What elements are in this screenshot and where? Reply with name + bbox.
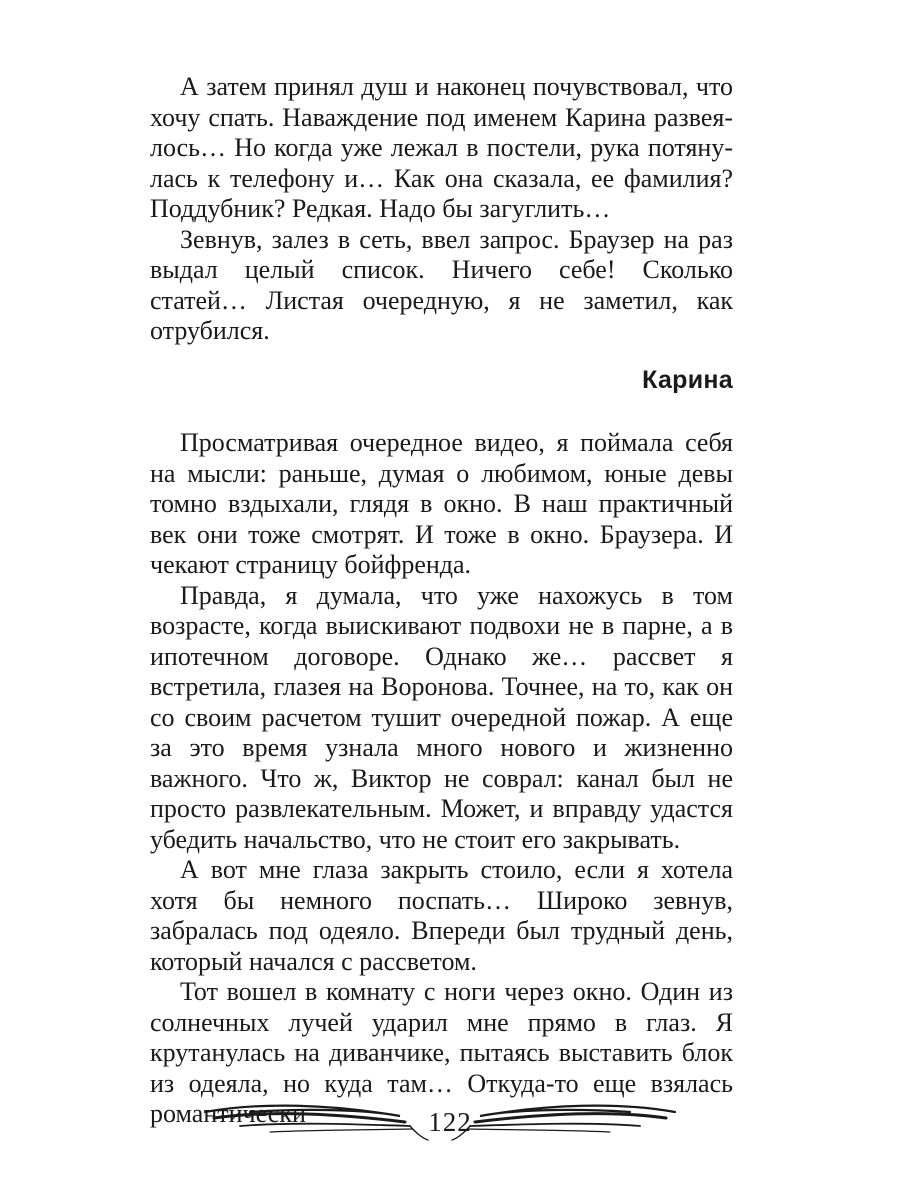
- paragraph: Просматривая очередное видео, я поймала себя на мысли: раньше, думая о любимом, юные девы томно вздыхали, глядя в окно. В наш практичный век они тоже смотрят. И тоже в окно. Браузера. И чекают страницу бойфренда.: [150, 428, 733, 579]
- paragraph: А затем принял душ и наконец почувствовал, что хочу спать. Наваждение под именем Карина развеялось… Но когда уже лежал в постели, рука потянулась к телефону и… Как она сказала, ее фамилия? Поддубник? Редкая. Надо бы загуглить…: [150, 72, 733, 223]
- text-block-before-heading: [150, 72, 733, 347]
- paragraph: Тот вошел в комнату с ноги через окно. Один из солнечных лучей ударил мне прямо в глаз. Я крутанулась на диванчике, пытаясь выставить блок из одеяла, но куда там… Откуда-то еще взялась романтически: [150, 977, 733, 1128]
- paragraph: Правда, я думала, что уже нахожусь в том возрасте, когда выискивают подвохи не в парне, а в ипотечном договоре. Однако же… рассвет я встретила, глазея на Воронова. Точнее, на то, как он со своим расчетом тушит очередной пожар. А еще за это время узнала много нового и жизненно важного. Что ж, Виктор не соврал: канал был не просто развлекательным. Может, и вправду удастся убедить начальство, что не стоит его закрывать.: [150, 580, 733, 854]
- chapter-heading: Карина: [642, 366, 733, 394]
- page-number: 122: [428, 1107, 472, 1137]
- paragraph: Зевнув, залез в сеть, ввел запрос. Браузер на раз выдал целый список. Ничего себе! Сколько статей… Листая очередную, я не заметил, как отрубился.: [150, 224, 733, 345]
- text-block-after-heading: [150, 428, 733, 1130]
- paragraph: А вот мне глаза закрыть стоило, если я хотела хотя бы немного поспать… Широко зевнув, забралась под одеяло. Впереди был трудный день, который начался с рассветом.: [150, 855, 733, 976]
